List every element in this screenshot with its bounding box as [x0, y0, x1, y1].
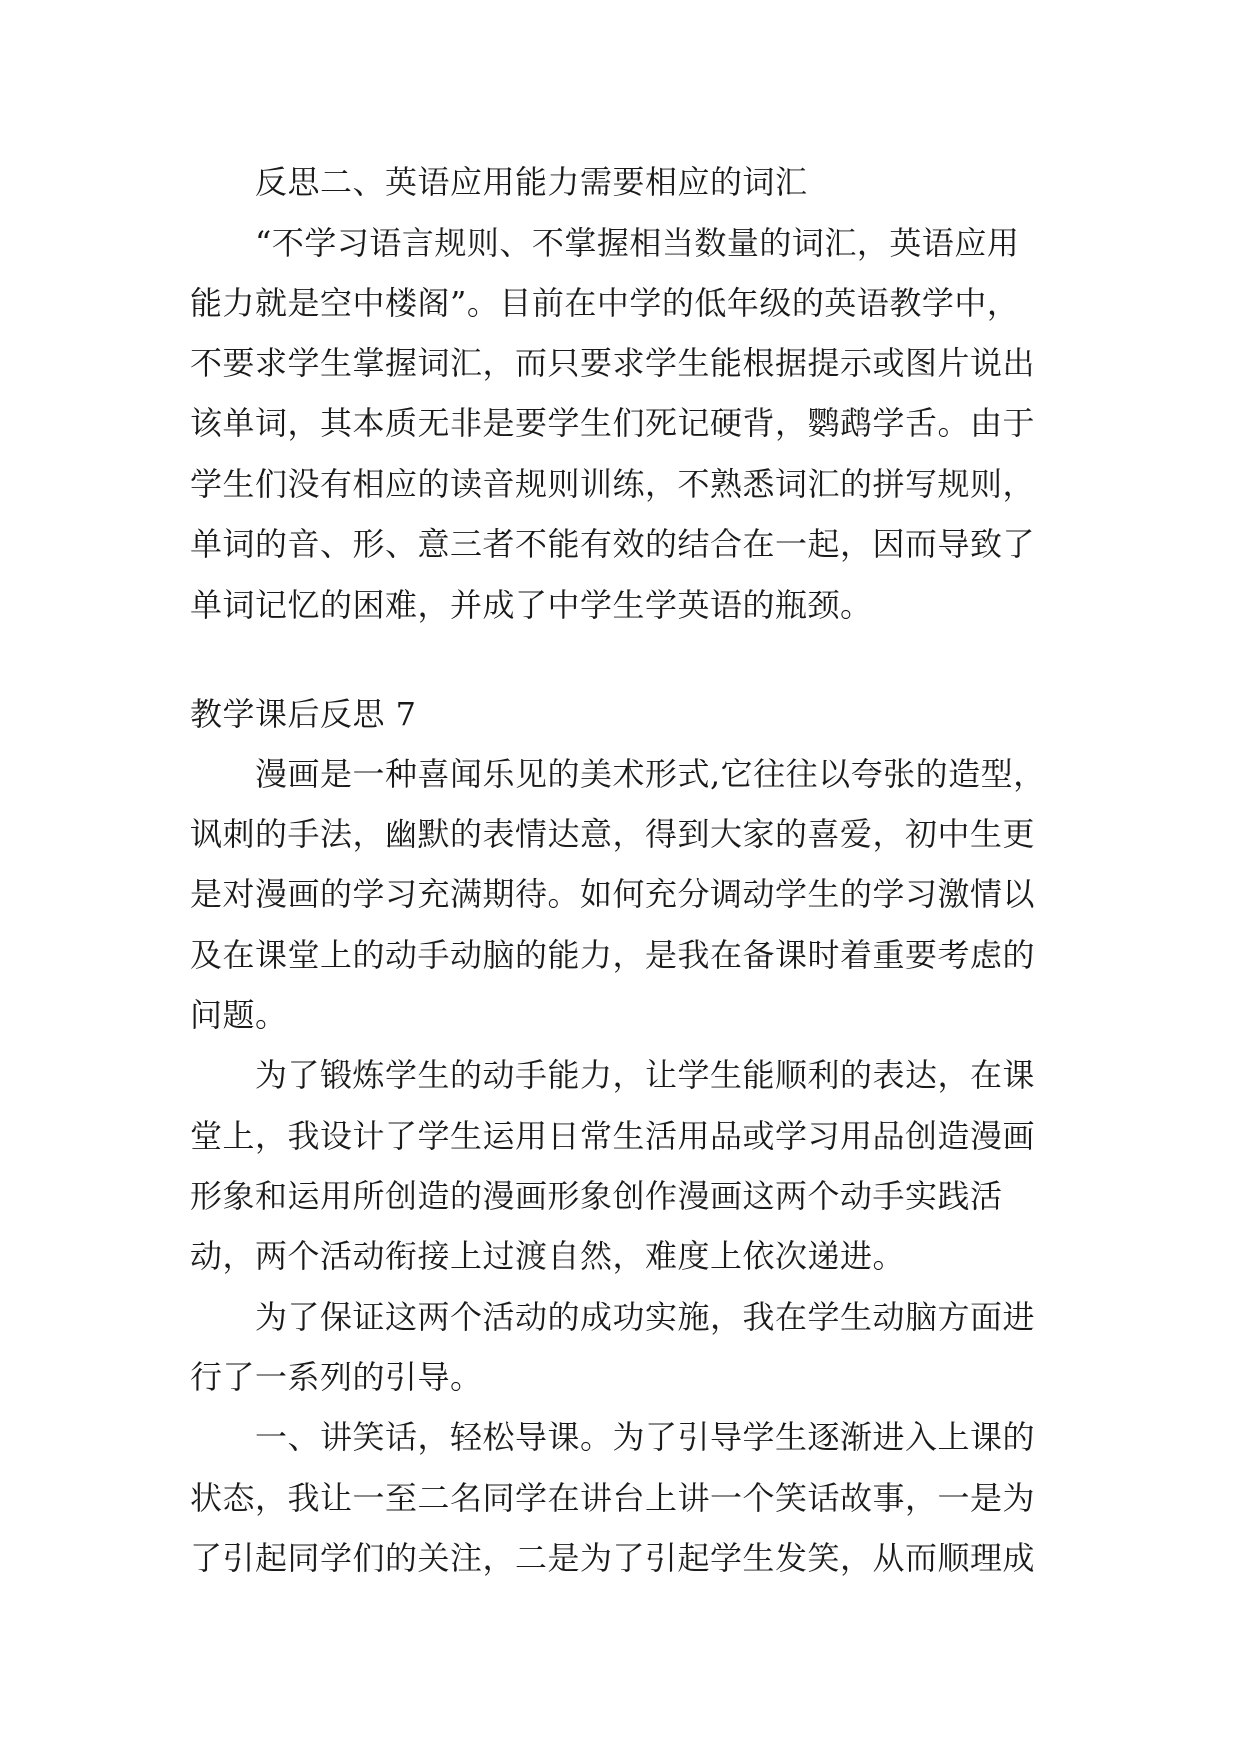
paragraph-line: 学生们没有相应的读音规则训练，不熟悉词汇的拼写规则， [190, 465, 1036, 503]
paragraph-line: “不学习语言规则、不掌握相当数量的词汇，英语应用 [255, 224, 1020, 262]
paragraph-line: 为了锻炼学生的动手能力，让学生能顺利的表达，在课 [255, 1056, 1036, 1094]
paragraph-line: 是对漫画的学习充满期待。如何充分调动学生的学习激情以 [190, 875, 1036, 913]
paragraph-line: 漫画是一种喜闻乐见的美术形式,它往往以夸张的造型， [255, 755, 1046, 793]
paragraph-line: 单词的音、形、意三者不能有效的结合在一起，因而导致了 [190, 525, 1036, 563]
paragraph-line: 动，两个活动衔接上过渡自然，难度上依次递进。 [190, 1237, 906, 1275]
section-title: 教学课后反思 7 [190, 695, 417, 733]
paragraph-line: 单词记忆的困难，并成了中学生学英语的瓶颈。 [190, 586, 873, 624]
paragraph-line: 讽刺的手法，幽默的表情达意，得到大家的喜爱，初中生更 [190, 815, 1036, 853]
paragraph-line: 为了保证这两个活动的成功实施，我在学生动脑方面进 [255, 1298, 1036, 1336]
paragraph-line: 堂上，我设计了学生运用日常生活用品或学习用品创造漫画 [190, 1117, 1036, 1155]
paragraph-line: 能力就是空中楼阁”。目前在中学的低年级的英语教学中， [190, 284, 1020, 322]
paragraph-line: 形象和运用所创造的漫画形象创作漫画这两个动手实践活 [190, 1177, 1003, 1215]
paragraph-line: 不要求学生掌握词汇，而只要求学生能根据提示或图片说出 [190, 344, 1036, 382]
paragraph-line: 问题。 [190, 996, 288, 1034]
paragraph-line: 行了一系列的引导。 [190, 1358, 483, 1396]
section-heading: 反思二、英语应用能力需要相应的词汇 [255, 163, 808, 201]
paragraph-line: 该单词，其本质无非是要学生们死记硬背，鹦鹉学舌。由于 [190, 404, 1036, 442]
paragraph-line: 一、讲笑话，轻松导课。为了引导学生逐渐进入上课的 [255, 1418, 1036, 1456]
paragraph-line: 及在课堂上的动手动脑的能力，是我在备课时着重要考虑的 [190, 936, 1036, 974]
paragraph-line: 了引起同学们的关注，二是为了引起学生发笑，从而顺理成 [190, 1539, 1036, 1577]
paragraph-line: 状态，我让一至二名同学在讲台上讲一个笑话故事，一是为 [190, 1479, 1036, 1517]
